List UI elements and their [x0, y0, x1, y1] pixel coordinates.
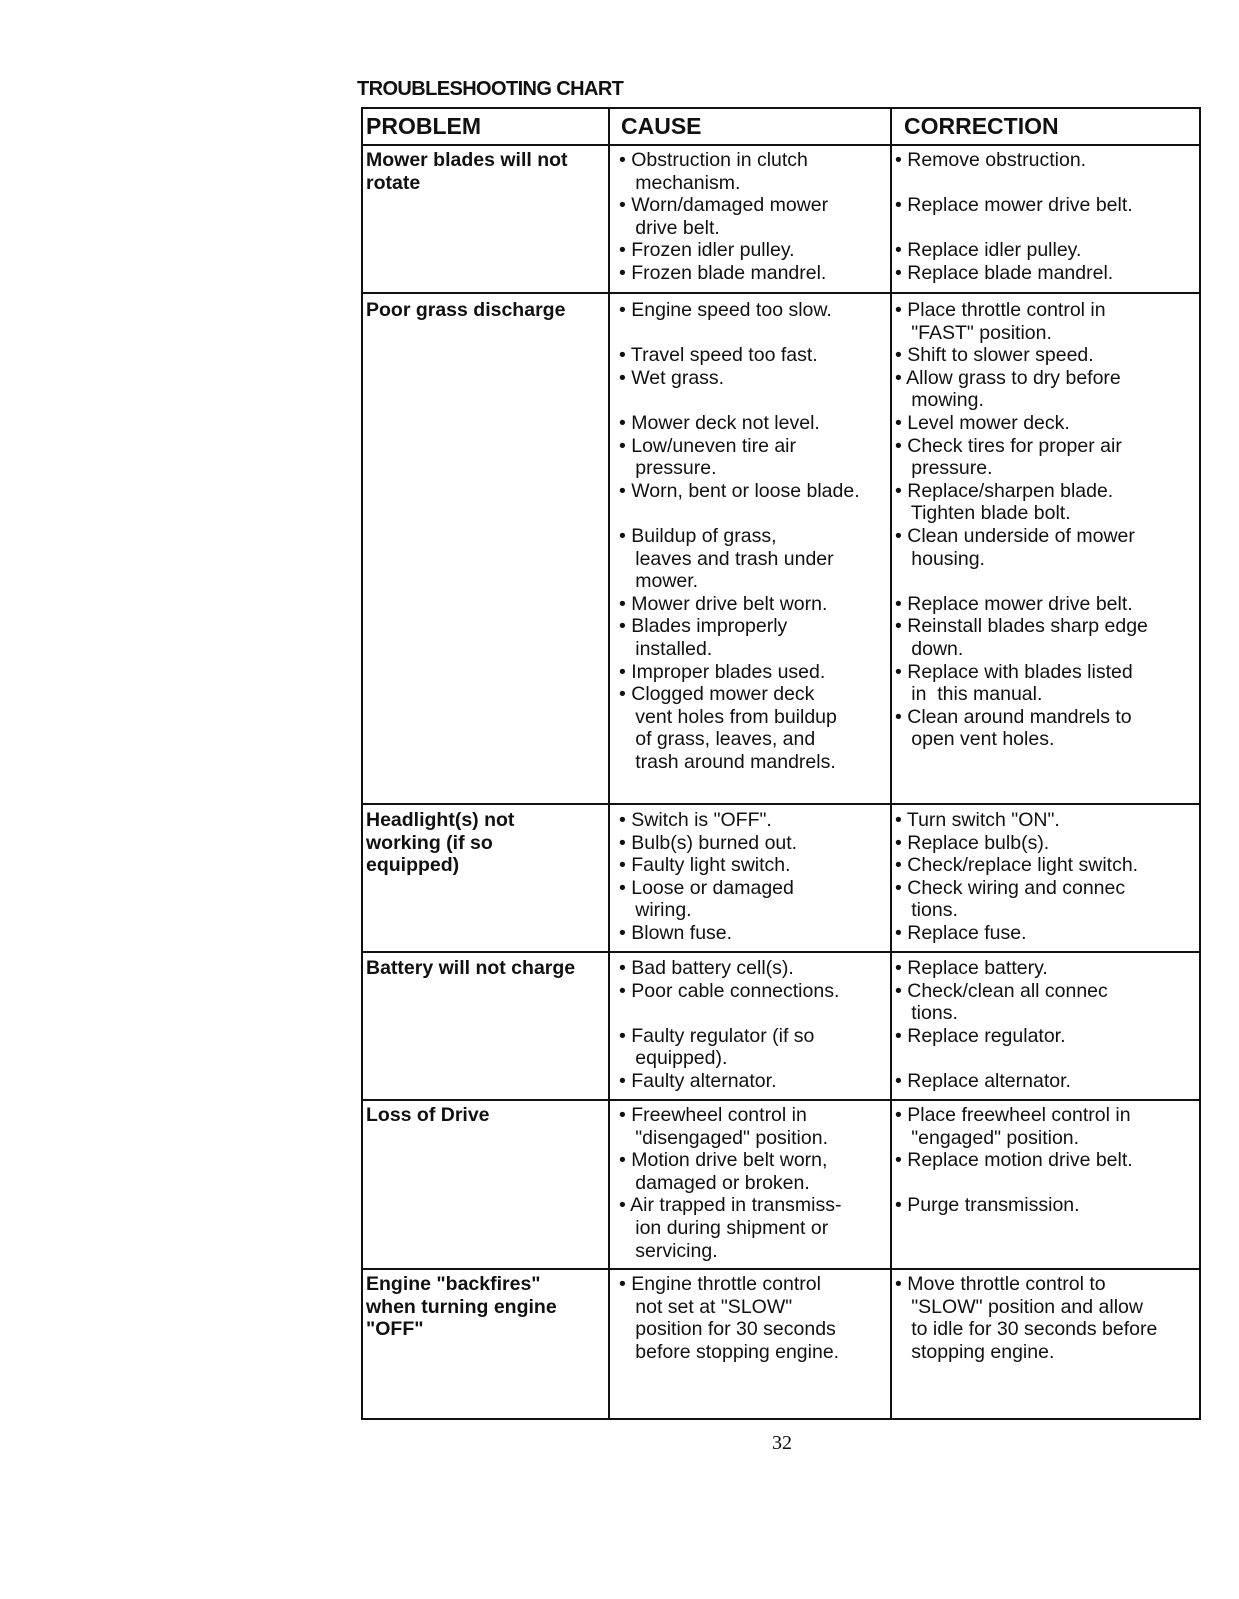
cause-item: • Air trapped in transmiss- ion during shipment or servicing.	[619, 1194, 842, 1262]
page-number: 32	[772, 1432, 792, 1454]
cause-item: • Low/uneven tire air pressure.	[619, 434, 797, 480]
header-correction: CORRECTION	[904, 113, 1059, 139]
cause-item: • Motion drive belt worn, damaged or broken.	[619, 1149, 828, 1194]
cause-item: • Buildup of grass, leaves and trash under mower.	[619, 525, 834, 593]
correction-item: • Shift to slower speed.	[895, 344, 1094, 367]
correction-item: • Check tires for proper air pressure.	[895, 434, 1122, 480]
problem-cell: Poor grass discharge	[366, 299, 566, 321]
cause-item: • Faulty light switch.	[619, 854, 791, 877]
correction-item: • Replace bulb(s).	[895, 831, 1050, 854]
cause-item: • Obstruction in clutch mechanism.	[619, 149, 808, 194]
cause-item: • Wet grass.	[619, 366, 725, 389]
cause-item: • Mower drive belt worn.	[619, 592, 828, 615]
header-cause: CAUSE	[621, 113, 702, 139]
cause-item: • Loose or damaged wiring.	[619, 876, 794, 922]
correction-item: • Move throttle control to "SLOW" position and allow to idle for 30 seconds before stopping engine.	[895, 1273, 1158, 1363]
cause-item: • Engine speed too slow.	[619, 299, 832, 321]
correction-item: • Replace motion drive belt.	[895, 1149, 1133, 1172]
cause-item: • Faulty alternator.	[619, 1070, 777, 1092]
problem-cell: Loss of Drive	[366, 1104, 490, 1126]
correction-item: • Replace idler pulley.	[895, 239, 1082, 262]
correction-item: • Remove obstruction.	[895, 149, 1087, 171]
row-divider	[363, 292, 1199, 294]
correction-item: • Replace alternator.	[895, 1070, 1071, 1092]
correction-item: • Allow grass to dry before mowing.	[895, 366, 1121, 412]
cause-item: • Travel speed too fast.	[619, 344, 818, 367]
correction-item: • Replace with blades listed in this manual.	[895, 660, 1133, 706]
problem-cell: Engine "backfires" when turning engine "OFF"	[366, 1273, 557, 1341]
row-divider	[363, 1099, 1199, 1101]
correction-item: • Turn switch "ON".	[895, 809, 1060, 831]
problem-cell: Mower blades will not rotate	[366, 149, 568, 194]
cause-item: • Worn/damaged mower drive belt.	[619, 194, 829, 239]
correction-item: • Clean underside of mower housing.	[895, 525, 1135, 570]
row-divider	[363, 1268, 1199, 1270]
header-divider	[363, 144, 1199, 146]
header-problem: PROBLEM	[366, 113, 481, 139]
cause-item: • Poor cable connections.	[619, 979, 840, 1002]
cause-item: • Faulty regulator (if so equipped).	[619, 1024, 815, 1070]
problem-cell: Battery will not charge	[366, 957, 576, 979]
cause-item: • Clogged mower deck vent holes from buildup of grass, leaves, and trash around mandrels.	[619, 683, 837, 773]
cause-item: • Switch is "OFF".	[619, 809, 772, 831]
correction-item: • Place throttle control in "FAST" position.	[895, 299, 1106, 344]
correction-item: • Replace fuse.	[895, 922, 1027, 944]
correction-item: • Level mower deck.	[895, 412, 1070, 434]
correction-item: • Replace battery.	[895, 957, 1048, 979]
column-divider	[890, 109, 892, 1418]
correction-item: • Replace mower drive belt.	[895, 194, 1133, 217]
cause-item: • Worn, bent or loose blade.	[619, 479, 860, 502]
cause-item: • Bad battery cell(s).	[619, 957, 794, 979]
correction-item: • Reinstall blades sharp edge down.	[895, 615, 1148, 660]
correction-item: • Purge transmission.	[895, 1194, 1080, 1217]
correction-item: • Check/replace light switch.	[895, 854, 1139, 877]
correction-item: • Replace blade mandrel.	[895, 262, 1114, 284]
correction-item: • Clean around mandrels to open vent holes.	[895, 705, 1132, 751]
row-divider	[363, 803, 1199, 805]
correction-item: • Replace/sharpen blade. Tighten blade bolt.	[895, 479, 1114, 525]
row-divider	[363, 951, 1199, 953]
cause-item: • Improper blades used.	[619, 660, 826, 683]
correction-item: • Check wiring and connec tions.	[895, 876, 1126, 922]
correction-item: • Replace mower drive belt.	[895, 592, 1133, 615]
chart-title: TROUBLESHOOTING CHART	[357, 78, 624, 100]
correction-item: • Check/clean all connec tions.	[895, 979, 1108, 1025]
cause-item: • Blades improperly installed.	[619, 615, 788, 660]
correction-item: • Place freewheel control in "engaged" position.	[895, 1104, 1131, 1149]
troubleshooting-table	[361, 107, 1201, 1420]
cause-item: • Mower deck not level.	[619, 412, 820, 434]
cause-item: • Blown fuse.	[619, 922, 733, 944]
cause-item: • Bulb(s) burned out.	[619, 831, 798, 854]
correction-item: • Replace regulator.	[895, 1024, 1066, 1047]
cause-item: • Frozen blade mandrel.	[619, 262, 827, 284]
cause-item: • Frozen idler pulley.	[619, 239, 795, 262]
problem-cell: Headlight(s) not working (if so equipped)	[366, 809, 515, 877]
cause-item: • Engine throttle control not set at "SLOW" position for 30 seconds before stopping engine.	[619, 1273, 840, 1363]
cause-item: • Freewheel control in "disengaged" position.	[619, 1104, 828, 1149]
column-divider	[608, 109, 610, 1418]
